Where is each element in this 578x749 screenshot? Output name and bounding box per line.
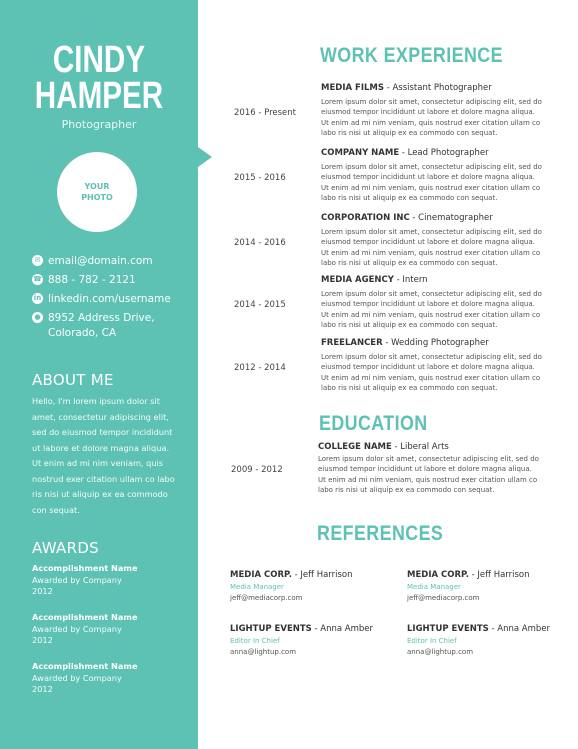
reference-name — [230, 570, 380, 580]
reference-email[interactable]: jeff@mediacorp.com — [407, 594, 480, 602]
photo-placeholder-label: YOUR PHOTO — [81, 182, 113, 202]
about-heading: ABOUT ME — [32, 371, 114, 389]
phone-icon: ☎ — [33, 275, 42, 283]
contact-phone[interactable] — [32, 273, 136, 288]
award-item — [32, 563, 138, 598]
reference-role: Editor In Chief — [230, 637, 280, 645]
sidebar — [0, 0, 198, 749]
last-name: HAMPER — [34, 75, 164, 117]
reference-company: LIGHTUP EVENTS — [407, 624, 489, 634]
about-text: Hello, I'm lorem ipsum dolor sit amet, consectetur adipiscing elit, sed do eiusmod tempor incididunt ut labore et dolore magna aliqua. Ut enim ad mi nim veniam, quis nostrud exer citation ullam co labo ris nisi ut aliquip ex ea commodo con sequat. — [32, 396, 175, 515]
work-item — [321, 147, 543, 204]
work-company: COMPANY NAME — [321, 148, 400, 158]
award-by: Awarded by Company — [32, 574, 122, 585]
reference-email[interactable]: anna@lightup.com — [230, 648, 297, 656]
contact-address — [32, 311, 155, 341]
award-name: Accomplishment Name — [32, 612, 138, 622]
work-item — [321, 337, 543, 394]
work-date: 2014 - 2016 — [234, 238, 286, 248]
contact-email-text: email@domain.com — [48, 255, 153, 267]
award-year: 2012 — [32, 635, 53, 645]
reference-company: MEDIA CORP. — [407, 570, 469, 580]
linkedin-icon: in — [33, 294, 42, 302]
work-date: 2016 - Present — [234, 108, 296, 118]
work-item — [321, 82, 543, 139]
reference-person: - Anna Amber — [311, 624, 373, 634]
education-degree: - Liberal Arts — [391, 442, 449, 452]
references-heading: REFERENCES — [317, 522, 444, 545]
work-role: - Assistant Photographer — [384, 83, 492, 93]
education-item — [318, 441, 540, 496]
education-school: COLLEGE NAME — [318, 442, 392, 452]
awards-heading: AWARDS — [32, 539, 100, 557]
reference-name — [407, 570, 557, 580]
work-description: Lorem ipsum dolor sit amet, consectetur adipiscing elit, sed do eiusmod tempor incididunt ut labore et dolore magna aliqua. Ut enim ad mi nim veniam, quis nostrud exer citation ullam co labo ris nisi ut aliquip ex ea commodo con sequat. — [321, 353, 542, 393]
education-item-title — [318, 441, 540, 453]
award-by: Awarded by Company — [32, 672, 122, 683]
education-heading: EDUCATION — [319, 412, 428, 435]
work-company: CORPORATION INC — [321, 213, 410, 223]
award-item — [32, 612, 138, 647]
reference-email[interactable]: jeff@mediacorp.com — [230, 594, 303, 602]
work-experience-heading: WORK EXPERIENCE — [320, 44, 503, 67]
education-description: Lorem ipsum dolor sit amet, consectetur adipiscing elit, sed do eiusmod tempor incididunt ut labore et dolore magna aliqua. Ut enim ad mi nim veniam, quis nostrud exer citation ullam co labo ris nisi ut aliquip ex ea commodo con sequat. — [318, 455, 539, 495]
award-name: Accomplishment Name — [32, 563, 138, 573]
education-date: 2009 - 2012 — [231, 465, 283, 475]
work-description: Lorem ipsum dolor sit amet, consectetur adipiscing elit, sed do eiusmod tempor incididunt ut labore et dolore magna aliqua. Ut enim ad mi nim veniam, quis nostrud exer citation ullam co labo ris nisi ut aliquip ex ea commodo con sequat. — [321, 290, 542, 330]
contact-phone-text: 888 - 782 - 2121 — [48, 274, 136, 286]
contact-address-text: 8952 Address Drive, Colorado, CA — [48, 312, 155, 339]
reference-item — [407, 570, 557, 602]
work-role: - Intern — [393, 275, 428, 285]
award-year: 2012 — [32, 586, 53, 596]
work-item-title — [321, 82, 543, 94]
work-description: Lorem ipsum dolor sit amet, consectetur adipiscing elit, sed do eiusmod tempor incididunt ut labore et dolore magna aliqua. Ut enim ad mi nim veniam, quis nostrud exer citation ullam co labo ris nisi ut aliquip ex ea commodo con sequat. — [321, 98, 542, 138]
first-name: CINDY — [52, 39, 146, 81]
work-date: 2012 - 2014 — [234, 363, 286, 373]
sidebar-pointer — [198, 147, 212, 167]
reference-email[interactable]: anna@lightup.com — [407, 648, 474, 656]
work-role: - Lead Photographer — [399, 148, 489, 158]
reference-item — [407, 624, 557, 656]
work-date: 2015 - 2016 — [234, 173, 286, 183]
reference-company: LIGHTUP EVENTS — [230, 624, 312, 634]
work-role: - Wedding Photographer — [382, 338, 489, 348]
work-item-title — [321, 212, 543, 224]
contact-email[interactable] — [32, 254, 153, 269]
reference-company: MEDIA CORP. — [230, 570, 292, 580]
reference-person: - Anna Amber — [488, 624, 550, 634]
work-item-title — [321, 337, 543, 349]
award-by: Awarded by Company — [32, 623, 122, 634]
award-year: 2012 — [32, 684, 53, 694]
reference-role: Media Manager — [407, 583, 461, 591]
email-icon: ✉ — [32, 255, 43, 266]
work-company: MEDIA FILMS — [321, 83, 384, 93]
location-pin-icon: ● — [32, 312, 43, 323]
work-description: Lorem ipsum dolor sit amet, consectetur adipiscing elit, sed do eiusmod tempor incididunt ut labore et dolore magna aliqua. Ut enim ad mi nim veniam, quis nostrud exer citation ullam co labo ris nisi ut aliquip ex ea commodo con sequat. — [321, 228, 542, 268]
reference-name — [407, 624, 557, 634]
work-item — [321, 212, 543, 269]
work-item — [321, 274, 543, 331]
award-item — [32, 661, 138, 696]
job-title: Photographer — [61, 118, 137, 131]
work-item-title — [321, 274, 543, 286]
reference-item — [230, 624, 380, 656]
work-date: 2014 - 2015 — [234, 300, 286, 310]
reference-person: - Jeff Harrison — [291, 570, 353, 580]
award-name: Accomplishment Name — [32, 661, 138, 671]
contact-linkedin[interactable] — [32, 292, 171, 307]
reference-person: - Jeff Harrison — [468, 570, 530, 580]
reference-item — [230, 570, 380, 602]
reference-role: Editor In Chief — [407, 637, 457, 645]
photo-placeholder — [57, 152, 137, 232]
reference-name — [230, 624, 380, 634]
work-role: - Cinematographer — [409, 213, 493, 223]
work-description: Lorem ipsum dolor sit amet, consectetur adipiscing elit, sed do eiusmod tempor incididunt ut labore et dolore magna aliqua. Ut enim ad mi nim veniam, quis nostrud exer citation ullam co labo ris nisi ut aliquip ex ea commodo con sequat. — [321, 163, 542, 203]
work-company: MEDIA AGENCY — [321, 275, 394, 285]
work-item-title — [321, 147, 543, 159]
work-company: FREELANCER — [321, 338, 383, 348]
contact-linkedin-text: linkedin.com/username — [48, 293, 171, 305]
reference-role: Media Manager — [230, 583, 284, 591]
